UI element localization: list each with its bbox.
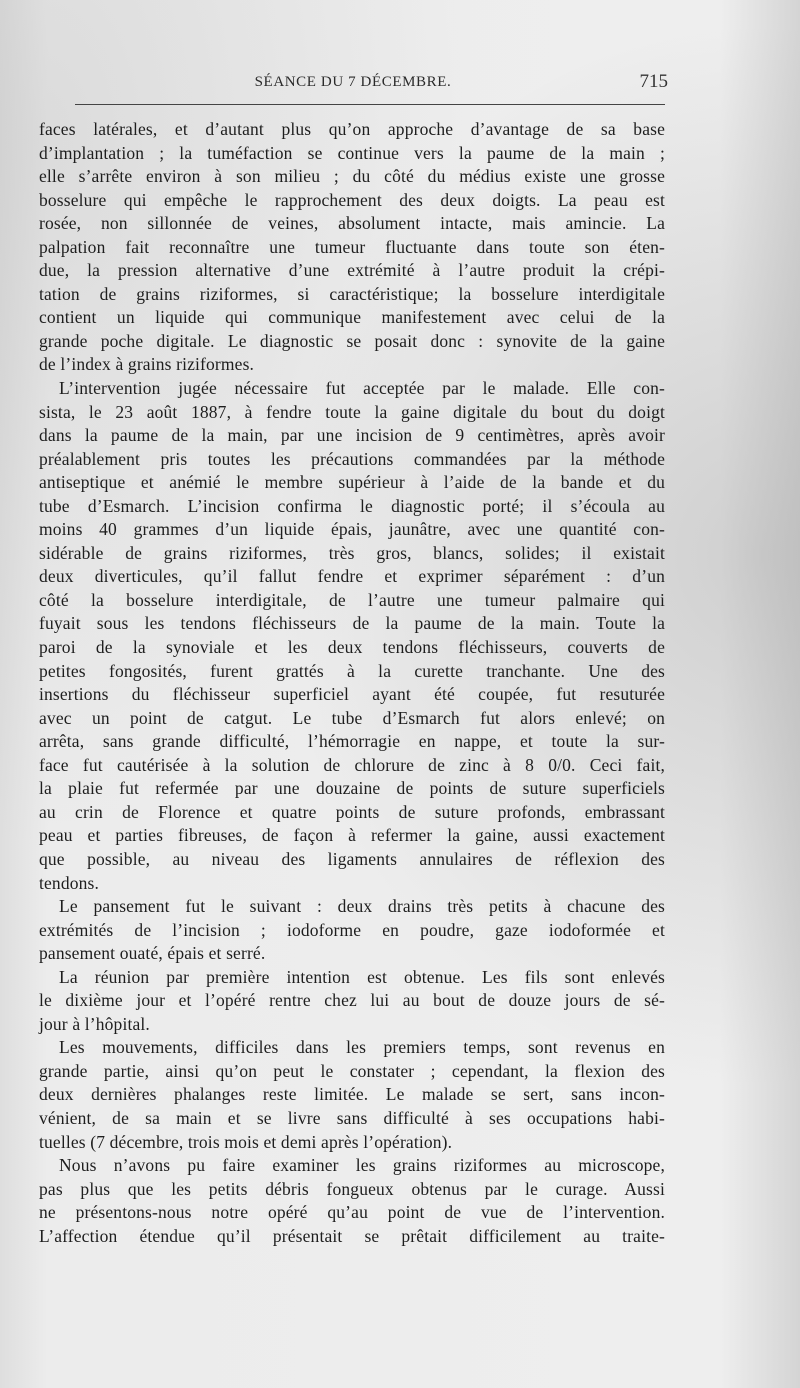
text-line: Le pansement fut le suivant : deux drains très petits à chacune des xyxy=(59,896,665,917)
text-line: face fut cautérisée à la solution de chlorure de zinc à 8 0/0. Ceci fait, xyxy=(39,754,665,775)
text-line: paroi de la synoviale et les deux tendons fléchisseurs, couverts de xyxy=(39,637,665,658)
text-line: que possible, au niveau des ligaments annulaires de réflexion des xyxy=(39,848,665,869)
text-line: vénient, de sa main et se livre sans difficulté à ses occupations habi- xyxy=(39,1107,665,1128)
text-line: tube d’Esmarch. L’incision confirma le diagnostic porté; il s’écoula au xyxy=(39,495,665,516)
page-number: 715 xyxy=(639,71,668,92)
text-line: sista, le 23 août 1887, à fendre toute la gaine digitale du bout du doigt xyxy=(39,401,665,422)
text-line: ne présentons-nous notre opéré qu’au point de vue de l’intervention. xyxy=(39,1202,665,1223)
text-line: L’intervention jugée nécessaire fut acceptée par le malade. Elle con- xyxy=(59,378,665,399)
text-line: petites fongosités, furent grattés à la curette tranchante. Une des xyxy=(39,660,665,681)
body-text xyxy=(39,118,665,1248)
page-header xyxy=(38,71,668,104)
text-line: grande partie, ainsi qu’on peut le constater ; cependant, la flexion des xyxy=(39,1060,665,1081)
text-line: contient un liquide qui communique manifestement avec celui de la xyxy=(39,307,665,328)
text-line: au crin de Florence et quatre points de suture profonds, embrassant xyxy=(39,801,665,822)
text-line: le dixième jour et l’opéré rentre chez lui au bout de douze jours de sé- xyxy=(39,990,665,1011)
text-line: bosselure qui empêche le rapprochement des deux doigts. La peau est xyxy=(39,189,665,210)
text-line: arrêta, sans grande difficulté, l’hémorragie en nappe, et toute la sur- xyxy=(39,731,665,752)
text-line: insertions du fléchisseur superficiel ayant été coupée, fut resuturée xyxy=(39,684,665,705)
text-line: rosée, non sillonnée de veines, absolument intacte, mais amincie. La xyxy=(39,213,665,234)
text-line: elle s’arrête environ à son milieu ; du côté du médius existe une grosse xyxy=(39,166,665,187)
text-line: peau et parties fibreuses, de façon à refermer la gaine, aussi exactement xyxy=(39,825,665,846)
text-line: préalablement pris toutes les précautions commandées par la méthode xyxy=(39,448,665,469)
running-title: SÉANCE DU 7 DÉCEMBRE. xyxy=(254,74,452,90)
text-line: tendons. xyxy=(39,872,100,893)
text-line: dans la paume de la main, par une incision de 9 centimètres, après avoir xyxy=(39,425,665,446)
text-line: Les mouvements, difficiles dans les premiers temps, sont revenus en xyxy=(59,1037,665,1058)
text-line: jour à l’hôpital. xyxy=(39,1013,150,1034)
text-line: antiseptique et anémié le membre supérieur à l’aide de la bande et du xyxy=(39,472,665,493)
text-line: tuelles (7 décembre, trois mois et demi après l’opération). xyxy=(39,1131,453,1152)
text-line: due, la pression alternative d’une extrémité à l’autre produit la crépi- xyxy=(39,260,665,281)
text-line: grande poche digitale. Le diagnostic se posait donc : synovite de la gaine xyxy=(39,330,665,351)
text-line: fuyait sous les tendons fléchisseurs de la paume de la main. Toute la xyxy=(39,613,665,634)
text-line: faces latérales, et d’autant plus qu’on approche d’avantage de sa base xyxy=(39,119,665,139)
text-line: côté la bosselure interdigitale, de l’autre une tumeur palmaire qui xyxy=(39,589,665,610)
text-line: La réunion par première intention est obtenue. Les fils sont enlevés xyxy=(59,966,665,987)
text-line: pas plus que les petits débris fongueux obtenus par le curage. Aussi xyxy=(39,1178,665,1199)
text-line: Nous n’avons pu faire examiner les grains riziformes au microscope, xyxy=(59,1155,665,1176)
text-line: avec un point de catgut. Le tube d’Esmarch fut alors enlevé; on xyxy=(39,707,665,728)
text-line: deux diverticules, qu’il fallut fendre et exprimer séparément : d’un xyxy=(39,566,665,587)
text-line: d’implantation ; la tuméfaction se continue vers la paume de la main ; xyxy=(39,142,665,163)
text-line: L’affection étendue qu’il présentait se prêtait difficilement au traite- xyxy=(39,1225,665,1246)
text-line: extrémités de l’incision ; iodoforme en poudre, gaze iodoformée et xyxy=(39,919,665,940)
text-line: deux dernières phalanges reste limitée. Le malade se sert, sans incon- xyxy=(39,1084,665,1105)
text-line: tation de grains riziformes, si caractéristique; la bosselure interdigitale xyxy=(39,283,665,304)
header-rule xyxy=(75,104,665,105)
text-line: pansement ouaté, épais et serré. xyxy=(39,943,266,964)
text-line: palpation fait reconnaître une tumeur fluctuante dans toute son éten- xyxy=(39,236,665,257)
text-line: sidérable de grains riziformes, très gros, blancs, solides; il existait xyxy=(39,542,665,563)
text-line: moins 40 grammes d’un liquide épais, jaunâtre, avec une quantité con- xyxy=(39,519,665,540)
text-line: de l’index à grains riziformes. xyxy=(39,354,255,375)
text-line: la plaie fut refermée par une douzaine de points de suture superficiels xyxy=(39,778,665,799)
